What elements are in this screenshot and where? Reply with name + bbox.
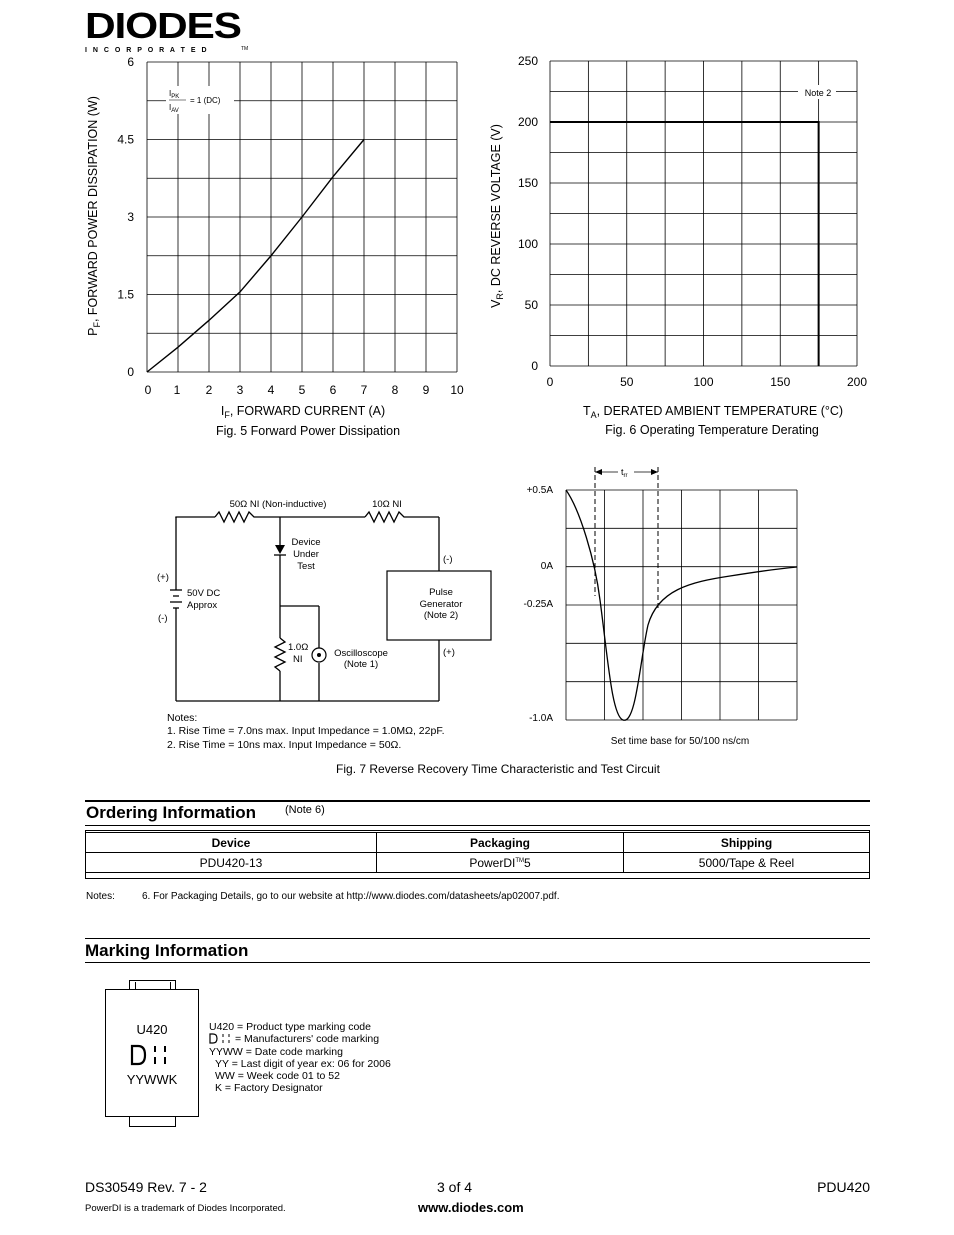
ordering-notes-label: Notes:: [86, 891, 115, 902]
footer-part-number: PDU420: [817, 1179, 870, 1195]
fig7-r3-line1: 1.0Ω: [288, 642, 309, 653]
fig6-note-label: Note 2: [804, 88, 832, 98]
legend-line-2: = Manufacturers' code marking: [209, 1033, 391, 1045]
ordering-note-6: 6. For Packaging Details, go to our website at http://www.diodes.com/datasheets/ap02007.pdf.: [142, 891, 560, 902]
fig5-x-tick: 9: [422, 383, 430, 397]
ordering-bottom-rule: [85, 825, 870, 826]
fig7-plus-right: (+): [443, 647, 455, 658]
fig7-dut-line3: Test: [297, 561, 315, 572]
footer-doc-number: DS30549 Rev. 7 - 2: [85, 1179, 207, 1195]
table-row: [86, 853, 870, 873]
marking-title: Marking Information: [85, 941, 249, 960]
col-device: Device: [86, 833, 377, 853]
footer-page-number: 3 of 4: [437, 1179, 473, 1195]
footer-trademark: PowerDI is a trademark of Diodes Incorporated.: [85, 1203, 286, 1214]
fig7-waveform: [500, 450, 830, 760]
fig5-x-tick: 2: [205, 383, 213, 397]
fig5-x-tick: 8: [391, 383, 399, 397]
fig7-dut-line1: Device: [291, 537, 321, 548]
cell-shipping: 5000/Tape & Reel: [624, 853, 870, 873]
fig5-y-axis-label: $P_F$, FORWARD POWER DISSIPATION (W): [86, 96, 102, 336]
fig5-x-tick: 3: [236, 383, 244, 397]
fig7-note-1: 1. Rise Time = 7.0ns max. Input Impedance = 1.0MΩ, 22pF.: [167, 725, 445, 737]
fig5-chart: [0, 0, 477, 450]
fig6-x-tick: 200: [846, 375, 868, 389]
ordering-note-ref: (Note 6): [285, 804, 325, 816]
chip-line3: YYWWK: [126, 1072, 178, 1087]
fig6-chart: [477, 0, 954, 450]
fig5-x-tick: 1: [173, 383, 181, 397]
legend-line-6: K = Factory Designator: [215, 1082, 323, 1095]
fig7-notes-title: Notes:: [167, 712, 198, 724]
ordering-top-rule: [85, 800, 870, 802]
fig5-x-tick: 6: [329, 383, 337, 397]
manufacturer-code-small-icon: [209, 1033, 235, 1044]
footer-website-link[interactable]: www.diodes.com: [418, 1200, 524, 1215]
marking-bottom-rule: [85, 962, 870, 963]
fig7-trr-label: $t_{rr}$: [621, 467, 628, 479]
fig5-annotation-rest: = 1 (DC): [190, 96, 221, 105]
fig6-x-tick: 0: [546, 375, 554, 389]
cell-packaging: PowerDI™5: [377, 853, 624, 873]
fig7-r3-line2: NI: [293, 654, 303, 665]
fig5-x-tick: 7: [360, 383, 368, 397]
fig5-x-tick: 4: [267, 383, 275, 397]
fig5-x-axis-label: $I_F$, FORWARD CURRENT (A): [220, 404, 386, 420]
fig5-x-tick: 5: [298, 383, 306, 397]
fig7-supply-line1: 50V DC: [187, 588, 221, 599]
fig6-x-tick: 150: [770, 375, 791, 389]
fig5-annotation-num: PK: [171, 94, 180, 100]
fig7-minus-right: (-): [443, 554, 453, 565]
fig7-plus-left: (+): [157, 572, 169, 583]
manufacturer-code-icon: [129, 1044, 175, 1066]
fig7-scope-line1: Oscilloscope: [334, 648, 388, 659]
logo-subtitle: I N C O R P O R A T E D: [85, 47, 209, 54]
fig7-pulse-line3: (Note 2): [423, 610, 459, 621]
legend-line-3: YYWW = Date code marking: [209, 1045, 343, 1058]
fig6-x-tick: 100: [693, 375, 714, 389]
legend-line-5: WW = Week code 01 to 52: [215, 1070, 340, 1083]
fig6-x-tick: 50: [620, 375, 634, 389]
fig7-supply-line2: Approx: [187, 600, 218, 611]
fig7-note-2: 2. Rise Time = 10ns max. Input Impedance = 50Ω.: [167, 739, 402, 751]
fig6-caption: Fig. 6 Operating Temperature Derating: [605, 423, 819, 437]
fig6-y-tick: 50: [524, 298, 538, 312]
ordering-header-row: [86, 833, 870, 853]
fig5-y-tick: 1.5: [117, 287, 134, 302]
fig6-y-tick: 100: [517, 237, 538, 251]
ordering-title: Ordering Information: [86, 803, 256, 822]
fig7-y-label-pos05: +0.5A: [526, 485, 553, 496]
fig5-annotation: [166, 86, 234, 114]
logo-wordmark: DIODES: [85, 5, 241, 46]
fig7-pulse-line2: Generator: [419, 599, 463, 610]
fig5-x-tick: 10: [450, 383, 464, 397]
col-shipping: Shipping: [624, 833, 870, 853]
fig7-r2-label: 10Ω NI: [372, 499, 402, 510]
col-packaging: Packaging: [377, 833, 624, 853]
fig7-r1-label: 50Ω NI (Non-inductive): [229, 499, 327, 510]
marking-package-diagram: [105, 980, 200, 1130]
fig7-pulse-line1: Pulse: [429, 587, 453, 598]
fig6-x-axis-label: $T_A$, DERATED AMBIENT TEMPERATURE (°C): [582, 404, 844, 420]
fig7-y-label-neg1: -1.0A: [529, 713, 553, 724]
fig7-caption: Fig. 7 Reverse Recovery Time Characteristic and Test Circuit: [336, 762, 660, 776]
fig6-y-axis-title: $V_R$, DC REVERSE VOLTAGE (V): [489, 124, 505, 308]
ordering-table: [85, 832, 870, 873]
legend-line-4: YY = Last digit of year ex: 06 for 2006: [215, 1057, 391, 1070]
fig5-y-tick: 6: [127, 55, 134, 69]
logo-trademark: TM: [241, 46, 249, 52]
cell-device: PDU420-13: [86, 853, 377, 873]
fig7-test-circuit: [0, 450, 520, 760]
fig5-caption: Fig. 5 Forward Power Dissipation: [215, 424, 401, 438]
fig5-x-tick: 0: [144, 383, 152, 397]
fig7-y-label-0: 0A: [540, 561, 553, 572]
svg-text:IAV: $I_{AV}$: [169, 103, 179, 114]
fig7-y-label-neg025: -0.25A: [523, 599, 553, 610]
chip-line1: U420: [136, 1022, 168, 1037]
fig5-annotation-den: AV: [171, 108, 179, 114]
fig5-y-tick: 3: [127, 210, 134, 224]
fig7-minus-left: (-): [158, 613, 168, 624]
legend-line-1: U420 = Product type marking code: [209, 1021, 371, 1033]
fig6-y-tick: 250: [517, 54, 538, 68]
marking-top-rule: [85, 938, 870, 939]
fig6-y-tick: 150: [517, 176, 538, 190]
fig5-y-tick: 0: [127, 365, 134, 379]
marking-legend: [209, 1021, 391, 1095]
svg-text:IPK: $I_{PK}$: [169, 89, 180, 100]
fig7-timebase-note: Set time base for 50/100 ns/cm: [610, 736, 750, 747]
fig7-scope-line2: (Note 1): [343, 659, 379, 670]
fig6-y-tick: 200: [517, 115, 538, 129]
fig7-dut-line2: Under: [293, 549, 319, 560]
fig6-y-tick: 0: [531, 359, 538, 373]
fig5-y-tick: 4.5: [117, 132, 134, 147]
